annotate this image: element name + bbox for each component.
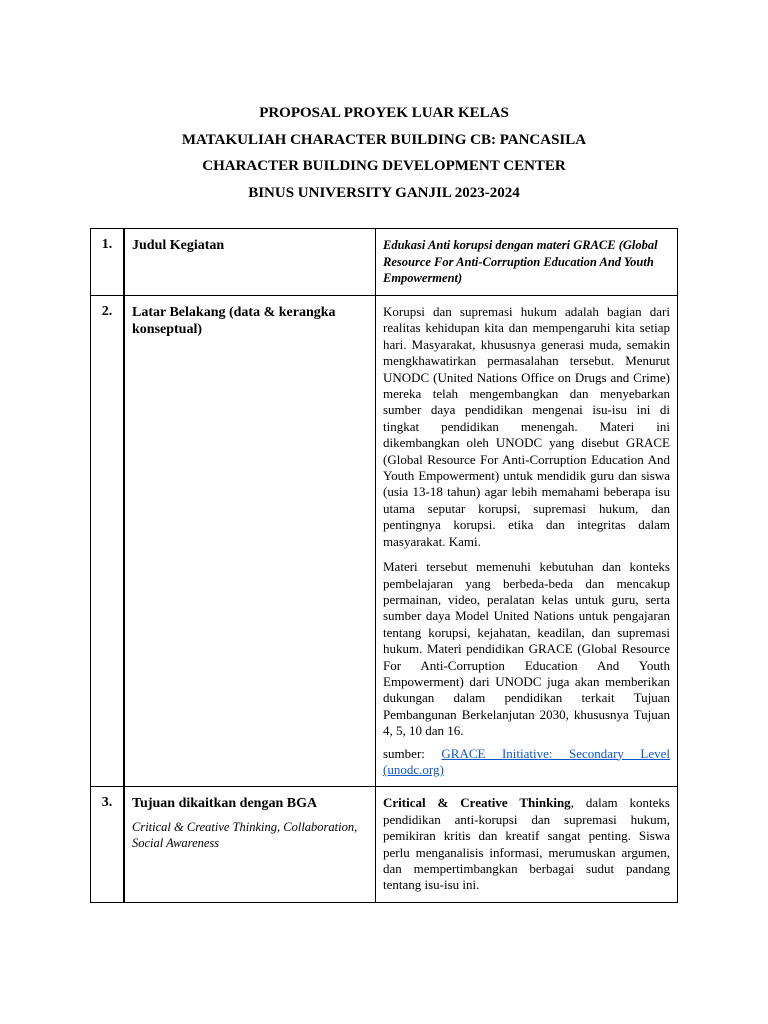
tujuan-paragraph xyxy=(383,795,670,893)
row-number: 3. xyxy=(91,787,125,902)
latar-belakang-paragraph-1: Korupsi dan supremasi hukum adalah bagian dari realitas kehidupan kita dan mempengaruhi kita setiap hari. Masyarakat, khususnya generasi muda, semakin mengkhawatirkan permasalahan tersebut. Menurut UNODC (United Nations Office on Drugs and Crime) mereka telah mengembangkan dan menyebarkan sumber daya pendidikan mengenai isu-isu ini di tingkat pendidikan menengah. Materi ini dikembangkan oleh UNODC yang disebut GRACE (Global Resource For Anti-Corruption Education And Youth Empowerment) untuk mendidik guru dan siswa (usia 13-18 tahun) agar lebih memahami beberapa isu utama seputar korupsi, supremasi hukum, dan pentingnya korupsi. etika dan integritas dalam masyarakat. Kami. xyxy=(383,304,670,549)
header-line-2: MATAKULIAH CHARACTER BUILDING CB: PANCASILA xyxy=(181,131,587,148)
table-row xyxy=(91,787,678,902)
row-content xyxy=(376,787,678,902)
tujuan-bold-lead: Critical & Creative Thinking xyxy=(383,795,571,811)
row-number: 2. xyxy=(91,296,125,787)
source-label: sumber: xyxy=(383,745,442,761)
tujuan-text: , dalam konteks pendidikan anti-korupsi dan supremasi hukum, pemikiran kritis dan kreatif sangat penting. Siswa perlu menganalisis informasi, merumuskan argumen, dan mempertimbangkan berbagai sudut pandang tentang isu-isu ini. xyxy=(383,795,670,893)
label-tujuan-sublabel: Critical & Creative Thinking, Collaboration, Social Awareness xyxy=(132,820,358,851)
row-label xyxy=(124,296,376,787)
label-tujuan: Tujuan dikaitkan dengan BGA xyxy=(132,796,318,812)
row-content xyxy=(376,229,678,296)
latar-belakang-paragraph-2: Materi tersebut memenuhi kebutuhan dan konteks pembelajaran yang berbeda-beda dan mencakup permainan, video, peralatan kelas untuk guru, serta sumber daya Model United Nations untuk pengajaran tentang korupsi, kejahatan, keadilan, dan supremasi hukum. Materi pendidikan GRACE (Global Resource For Anti-Corruption Education And Youth Empowerment) dari UNODC juga akan memberikan dukungan dalam pendidikan terkait Tujuan Pembangunan Berkelanjutan 2030, khususnya Tujuan 4, 5, 10 dan 16. xyxy=(383,559,670,739)
document-header xyxy=(0,100,768,206)
label-latar-belakang: Latar Belakang (data & kerangka konseptual) xyxy=(132,305,336,337)
row-label xyxy=(124,229,376,296)
header-line-1: PROPOSAL PROYEK LUAR KELAS xyxy=(259,105,509,121)
row-content xyxy=(376,296,678,787)
header-line-3: CHARACTER BUILDING DEVELOPMENT CENTER xyxy=(202,158,566,174)
proposal-table xyxy=(90,228,678,903)
source-line xyxy=(383,746,670,779)
table-row xyxy=(91,229,678,296)
source-link[interactable]: GRACE Initiative: Secondary Level (unodc.org) xyxy=(383,745,671,777)
judul-kegiatan-value: Edukasi Anti korupsi dengan materi GRACE (Global Resource For Anti-Corruption Education And Youth Empowerment) xyxy=(383,238,658,285)
row-label xyxy=(124,787,376,902)
row-number: 1. xyxy=(91,229,125,296)
header-line-4: BINUS UNIVERSITY GANJIL 2023-2024 xyxy=(248,184,520,201)
label-judul-kegiatan: Judul Kegiatan xyxy=(132,238,225,253)
table-row xyxy=(91,296,678,787)
